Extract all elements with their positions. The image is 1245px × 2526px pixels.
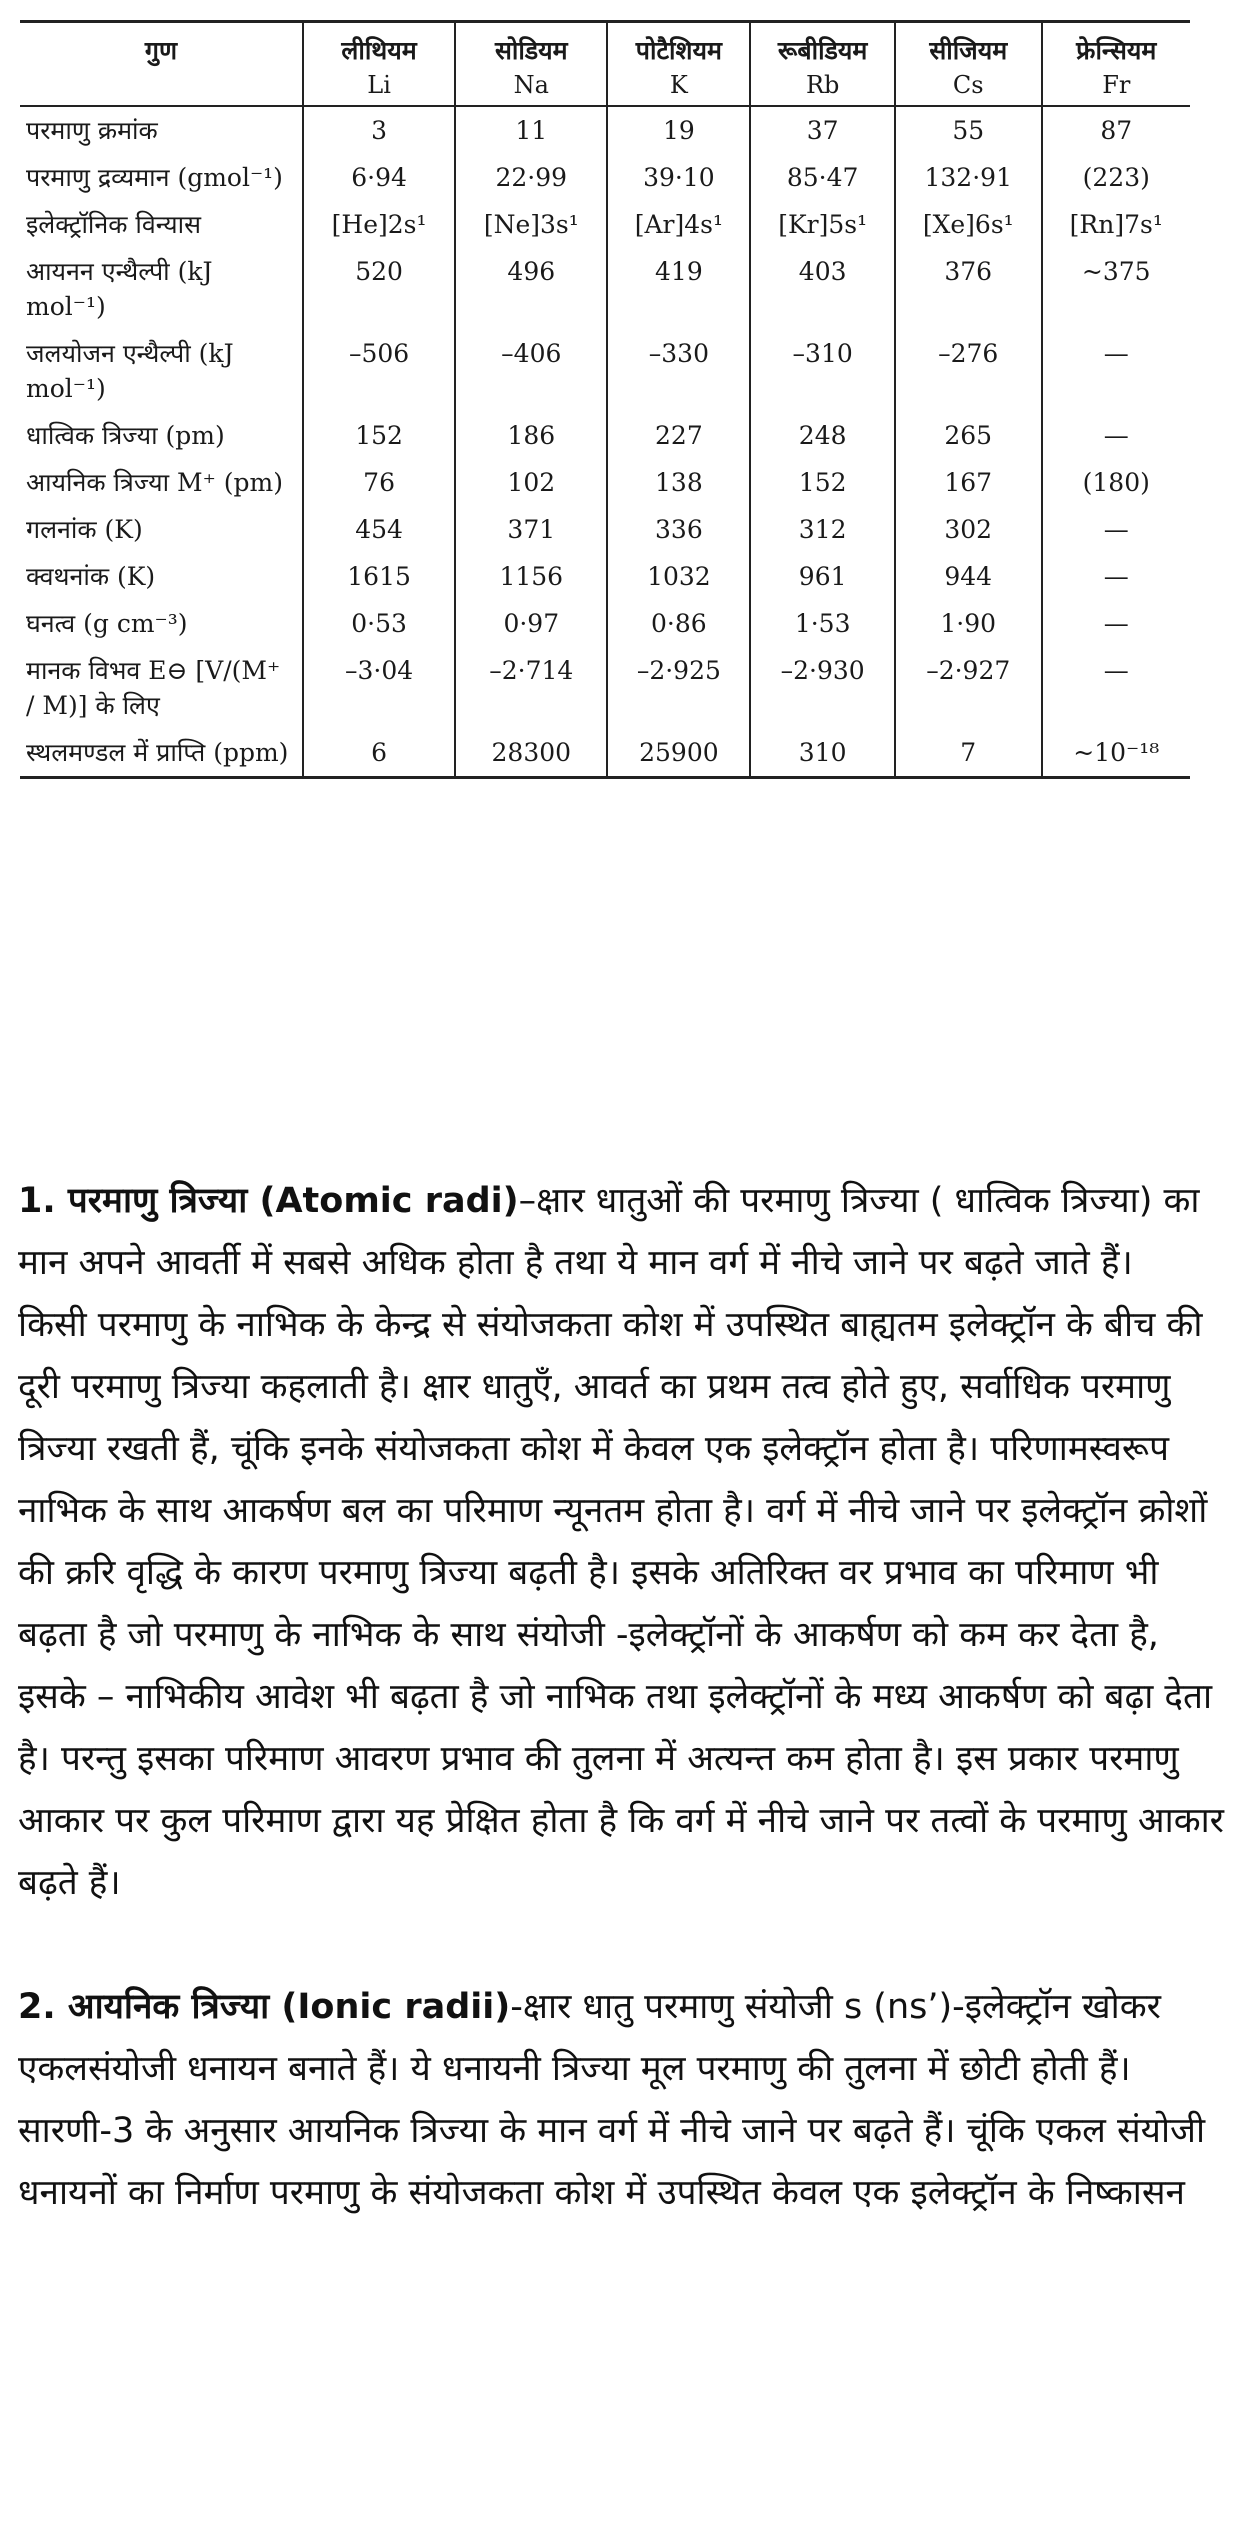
row-label: धात्विक त्रिज्या (pm): [26, 421, 225, 450]
table-cell: 186: [455, 412, 607, 459]
header-element: सीजियम Cs: [895, 22, 1042, 107]
section-2-paragraph: [18, 1976, 1228, 2224]
header-property: गुण: [144, 36, 178, 65]
table-cell: 7: [895, 729, 1042, 778]
table-cell: 167: [895, 459, 1042, 506]
row-label: घनत्व (g cm⁻³): [26, 609, 188, 638]
header-element: रूबीडियम Rb: [750, 22, 895, 107]
table-cell: 25900: [607, 729, 750, 778]
table-cell: 0·86: [607, 600, 750, 647]
table-cell: –506: [303, 330, 455, 412]
alkali-metals-properties-table: [20, 20, 1190, 779]
table-cell: 76: [303, 459, 455, 506]
table-cell: 302: [895, 506, 1042, 553]
table-cell: 496: [455, 248, 607, 330]
row-label: स्थलमण्डल में प्राप्ति (ppm): [26, 738, 289, 767]
table-cell: [Xe]6s¹: [895, 201, 1042, 248]
table-cell: 312: [750, 506, 895, 553]
table-cell: –2·714: [455, 647, 607, 729]
table-cell: —: [1042, 553, 1190, 600]
table-cell: 6·94: [303, 154, 455, 201]
row-label: मानक विभव E⊖ [V/(M⁺ / M)] के लिए: [26, 656, 281, 720]
table-cell: 248: [750, 412, 895, 459]
table-cell: 3: [303, 106, 455, 154]
table-row: [20, 553, 1190, 600]
table-cell: 944: [895, 553, 1042, 600]
table-cell: 1156: [455, 553, 607, 600]
table-cell: 11: [455, 106, 607, 154]
table-cell: —: [1042, 647, 1190, 729]
table-cell: 85·47: [750, 154, 895, 201]
table-cell: 138: [607, 459, 750, 506]
section-2-body: -क्षार धातु परमाणु संयोजी s (ns’)-इलेक्ट्रॉन खोकर एकलसंयोजी धनायन बनाते हैं। ये धनायनी त्रिज्या मूल परमाणु की तुलना में छोटी होती हैं। सारणी-3 के अनुसार आयनिक त्रिज्या के मान वर्ग में नीचे जाने पर बढ़ते हैं। चूंकि एकल संयोजी धनायनों का निर्माण परमाणु के संयोजकता कोश में उपस्थित केवल एक इलेक्ट्रॉन के निष्कासन: [18, 1987, 1206, 2213]
table-cell: 0·53: [303, 600, 455, 647]
section-1-heading: 1. परमाणु त्रिज्या (Atomic radi): [18, 1181, 519, 1221]
table-cell: –3·04: [303, 647, 455, 729]
table-row: [20, 600, 1190, 647]
table-row: [20, 506, 1190, 553]
table-cell: —: [1042, 412, 1190, 459]
table-cell: [He]2s¹: [303, 201, 455, 248]
row-label: परमाणु क्रमांक: [26, 116, 158, 145]
section-2-heading: 2. आयनिक त्रिज्या (Ionic radii): [18, 1987, 511, 2027]
table-cell: –310: [750, 330, 895, 412]
table-cell: 419: [607, 248, 750, 330]
table-cell: –276: [895, 330, 1042, 412]
table-cell: 152: [750, 459, 895, 506]
table-cell: [Rn]7s¹: [1042, 201, 1190, 248]
section-1-paragraph: [18, 1170, 1228, 1294]
table-cell: –2·927: [895, 647, 1042, 729]
table-body: [20, 106, 1190, 778]
table-cell: [Ar]4s¹: [607, 201, 750, 248]
row-label: क्वथनांक (K): [26, 562, 156, 591]
row-label: परमाणु द्रव्यमान (gmol⁻¹): [26, 163, 283, 192]
table-cell: 961: [750, 553, 895, 600]
table-row: [20, 647, 1190, 729]
header-element: लीथियम Li: [303, 22, 455, 107]
table-header-row: [20, 22, 1190, 107]
article-text: [18, 1170, 1228, 2224]
header-element: सोडियम Na: [455, 22, 607, 107]
header-element: फ्रेन्सियम Fr: [1042, 22, 1190, 107]
row-label: इलेक्ट्रॉनिक विन्यास: [26, 210, 202, 239]
table-cell: 1032: [607, 553, 750, 600]
table-cell: (223): [1042, 154, 1190, 201]
table-row: [20, 201, 1190, 248]
table-row: [20, 248, 1190, 330]
table-cell: —: [1042, 600, 1190, 647]
row-label: आयनन एन्थैल्पी (kJ mol⁻¹): [26, 257, 213, 321]
table-cell: [Ne]3s¹: [455, 201, 607, 248]
table-cell: 1615: [303, 553, 455, 600]
table-cell: –406: [455, 330, 607, 412]
table-cell: 22·99: [455, 154, 607, 201]
element-symbol: Li: [367, 71, 391, 99]
table-row: [20, 154, 1190, 201]
table-cell: 39·10: [607, 154, 750, 201]
table-cell: 87: [1042, 106, 1190, 154]
table-row: [20, 412, 1190, 459]
section-1-intro: –क्षार धातुओं की परमाणु त्रिज्या ( धात्विक त्रिज्या) का मान अपने आवर्ती में सबसे अधिक होता है तथा ये मान वर्ग में नीचे जाने पर बढ़ते जाते हैं।: [18, 1181, 1200, 1283]
table-cell: 265: [895, 412, 1042, 459]
table-row: [20, 106, 1190, 154]
element-symbol: Na: [513, 71, 549, 99]
table-cell: 371: [455, 506, 607, 553]
header-element: पोटैशियम K: [607, 22, 750, 107]
table-cell: 132·91: [895, 154, 1042, 201]
table-cell: 55: [895, 106, 1042, 154]
table-cell: 336: [607, 506, 750, 553]
table-cell: 310: [750, 729, 895, 778]
table-cell: 1·53: [750, 600, 895, 647]
table-cell: 227: [607, 412, 750, 459]
table-cell: 19: [607, 106, 750, 154]
element-symbol: K: [669, 71, 688, 99]
section-1-body: किसी परमाणु के नाभिक के केन्द्र से संयोजकता कोश में उपस्थित बाह्यतम इलेक्ट्रॉन के बीच की दूरी परमाणु त्रिज्या कहलाती है। क्षार धातुएँ, आवर्त का प्रथम तत्व होते हुए, सर्वाधिक परमाणु त्रिज्या रखती हैं, चूंकि इनके संयोजकता कोश में केवल एक इलेक्ट्रॉन होता है। परिणामस्वरूप नाभिक के साथ आकर्षण बल का परिमाण न्यूनतम होता है। वर्ग में नीचे जाने पर इलेक्ट्रॉन क्रोशों की क्ररि वृद्धि के कारण परमाणु त्रिज्या बढ़ती है। इसके अतिरिक्त वर प्रभाव का परिमाण भी बढ़ता है जो परमाणु के नाभिक के साथ संयोजी -इलेक्ट्रॉनों के आकर्षण को कम कर देता है, इसके – नाभिकीय आवेश भी बढ़ता है जो नाभिक तथा इलेक्ट्रॉनों के मध्य आकर्षण को बढ़ा देता है। परन्तु इसका परिमाण आवरण प्रभाव की तुलना में अत्यन्त कम होता है। इस प्रकार परमाणु आकार पर कुल परिमाण द्वारा यह प्रेक्षित होता है कि वर्ग में नीचे जाने पर तत्वों के परमाणु आकार बढ़ते हैं।: [18, 1305, 1224, 1903]
table-cell: 403: [750, 248, 895, 330]
table-cell: –2·930: [750, 647, 895, 729]
table-cell: 102: [455, 459, 607, 506]
table-row: [20, 459, 1190, 506]
element-symbol: Fr: [1102, 71, 1131, 99]
table-cell: 37: [750, 106, 895, 154]
table-cell: 520: [303, 248, 455, 330]
table-cell: 376: [895, 248, 1042, 330]
table-cell: —: [1042, 330, 1190, 412]
table-cell: —: [1042, 506, 1190, 553]
element-symbol: Cs: [952, 71, 984, 99]
table-cell: [Kr]5s¹: [750, 201, 895, 248]
paragraph-gap: [18, 1914, 1228, 1976]
table-cell: 454: [303, 506, 455, 553]
table-cell: –2·925: [607, 647, 750, 729]
row-label: गलनांक (K): [26, 515, 143, 544]
table-cell: (180): [1042, 459, 1190, 506]
table-cell: 6: [303, 729, 455, 778]
table-cell: ~375: [1042, 248, 1190, 330]
table-row: [20, 330, 1190, 412]
table-cell: 0·97: [455, 600, 607, 647]
table-cell: –330: [607, 330, 750, 412]
table-cell: 152: [303, 412, 455, 459]
table-cell: 1·90: [895, 600, 1042, 647]
table-row: [20, 729, 1190, 778]
properties-table-figure: [20, 20, 1190, 779]
row-label: आयनिक त्रिज्या M⁺ (pm): [26, 468, 284, 497]
table-cell: ~10⁻¹⁸: [1042, 729, 1190, 778]
element-symbol: Rb: [805, 71, 840, 99]
row-label: जलयोजन एन्थैल्पी (kJ mol⁻¹): [26, 339, 234, 403]
table-cell: 28300: [455, 729, 607, 778]
